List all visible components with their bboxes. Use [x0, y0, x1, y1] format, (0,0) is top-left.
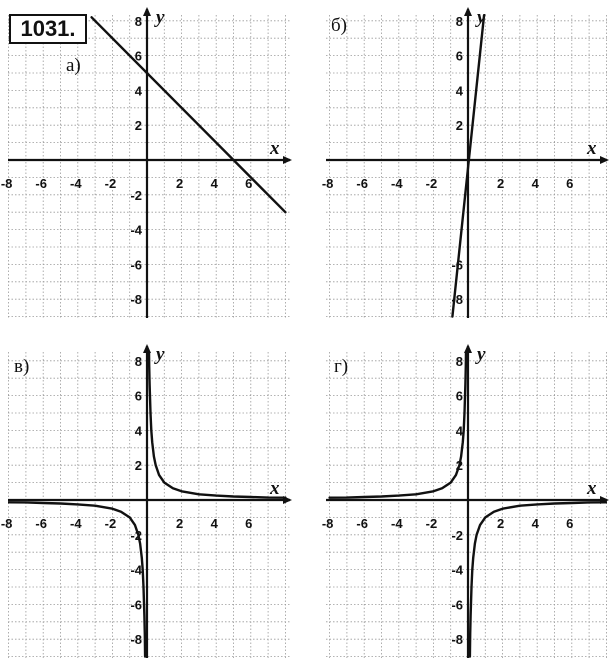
y-axis-label: y: [477, 7, 486, 28]
y-tick-label: 8: [455, 13, 463, 29]
y-axis-label: y: [477, 344, 486, 365]
x-tick-label: 2: [496, 176, 505, 191]
y-tick-label: 4: [455, 423, 463, 439]
y-axis-arrow: [464, 7, 472, 16]
y-tick-label: -6: [451, 257, 463, 273]
x-tick-label: 2: [496, 516, 505, 531]
graph-panel-3: [1, 343, 292, 658]
x-tick-label: 4: [210, 176, 218, 191]
x-axis-label: x: [270, 138, 280, 159]
y-tick-label: 2: [455, 458, 463, 474]
x-tick-label: -8: [0, 516, 13, 531]
x-tick-label: 6: [566, 176, 574, 191]
y-tick-label: -2: [130, 187, 142, 203]
grid-lines: [8, 15, 290, 318]
y-tick-label: 8: [455, 353, 463, 369]
grid-lines: [326, 15, 607, 318]
y-tick-label: -4: [451, 562, 463, 578]
x-tick-label: -2: [425, 176, 438, 191]
x-axis-label: x: [270, 478, 280, 499]
x-tick-label: -2: [104, 516, 117, 531]
graph-panel-1: [1, 7, 292, 318]
y-axis-arrow: [143, 7, 151, 16]
x-tick-label: -6: [35, 516, 47, 531]
panel-label: в): [14, 356, 30, 377]
y-tick-label: 4: [134, 83, 142, 99]
x-tick-label: 2: [175, 516, 184, 531]
grid-lines: [326, 352, 607, 658]
graph-panel-2: [322, 3, 609, 318]
series-group: [92, 17, 286, 212]
series-line-1: [149, 343, 286, 497]
panel-label: б): [331, 15, 347, 36]
x-tick-label: -4: [70, 176, 82, 191]
x-tick-label: 4: [210, 516, 218, 531]
x-tick-label: -2: [104, 176, 117, 191]
y-tick-label: -4: [130, 222, 142, 238]
y-tick-label: -2: [130, 527, 142, 543]
x-tick-label: -4: [391, 176, 403, 191]
y-tick-label: -2: [451, 527, 463, 543]
x-axis-arrow: [283, 156, 292, 164]
x-tick-label: 6: [566, 516, 574, 531]
y-axis-arrow: [143, 344, 151, 353]
x-tick-label: -6: [35, 176, 47, 191]
x-tick-label: 6: [245, 516, 253, 531]
y-tick-label: 6: [134, 48, 142, 64]
y-tick-label: 6: [134, 388, 142, 404]
y-axis-label: y: [156, 7, 165, 28]
y-tick-label: 4: [455, 83, 463, 99]
problem-number: 1031.: [9, 14, 87, 44]
x-tick-label: 6: [245, 176, 253, 191]
y-tick-label: -6: [451, 597, 463, 613]
x-tick-label: -4: [70, 516, 82, 531]
x-tick-label: -8: [321, 516, 334, 531]
y-tick-label: 8: [134, 353, 142, 369]
y-axis-label: y: [156, 344, 165, 365]
y-tick-label: -6: [130, 257, 142, 273]
x-tick-label: -2: [425, 516, 438, 531]
x-axis-label: x: [587, 138, 597, 159]
y-tick-label: -8: [130, 292, 142, 308]
x-tick-label: -4: [391, 516, 403, 531]
x-tick-label: -8: [321, 176, 334, 191]
y-tick-label: 6: [455, 48, 463, 64]
y-tick-label: -6: [130, 597, 142, 613]
y-tick-label: -8: [451, 632, 463, 648]
y-tick-label: -8: [451, 292, 463, 308]
y-tick-label: 6: [455, 388, 463, 404]
x-axis-arrow: [600, 156, 609, 164]
x-tick-label: 2: [175, 176, 184, 191]
series-line-1: [330, 343, 467, 497]
x-axis-label: x: [587, 478, 597, 499]
x-tick-label: -6: [356, 516, 368, 531]
graph-panel-4: [322, 343, 609, 658]
y-tick-label: 2: [134, 118, 142, 134]
panel-label: г): [334, 356, 349, 377]
y-tick-label: -4: [130, 562, 142, 578]
y-tick-label: -8: [130, 632, 142, 648]
panel-label: а): [66, 55, 81, 76]
y-tick-label: 2: [455, 118, 463, 134]
y-tick-label: 2: [134, 458, 142, 474]
x-tick-label: 4: [531, 516, 539, 531]
y-axis-arrow: [464, 344, 472, 353]
y-tick-label: 4: [134, 423, 142, 439]
y-tick-label: 8: [134, 13, 142, 29]
x-tick-label: -8: [0, 176, 13, 191]
series-line-1: [92, 17, 286, 212]
x-tick-label: -6: [356, 176, 368, 191]
x-tick-label: 4: [531, 176, 539, 191]
